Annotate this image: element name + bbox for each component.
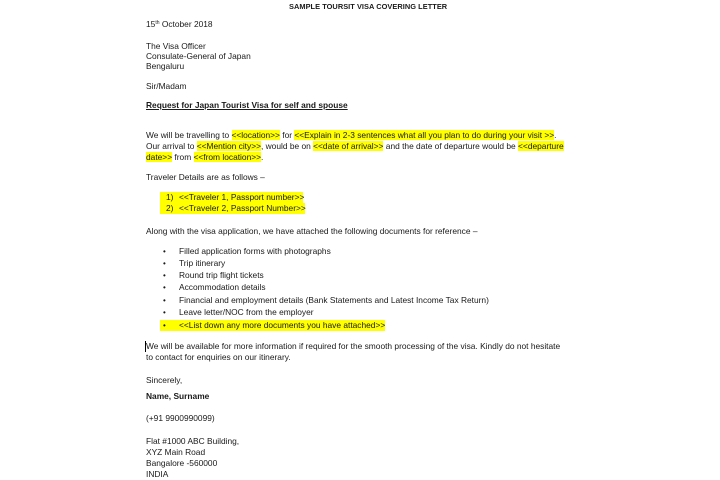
bullet-icon: •: [163, 283, 166, 292]
placeholder-traveler-1: <<Traveler 1, Passport number>>: [179, 192, 305, 202]
placeholder-from-location: <<from location>>: [193, 152, 262, 162]
placeholder-arrival-date: <<date of arrival>>: [313, 141, 384, 151]
traveler-item: [0, 203, 720, 214]
address-line-2: XYZ Main Road: [146, 447, 206, 457]
traveler-number: 2): [166, 203, 174, 213]
traveler-number: 1): [166, 192, 174, 202]
closing-line-1: We will be available for more information if required for the smooth processing of the visa. Kindly do not hesitate: [146, 341, 561, 351]
bullet-icon: •: [163, 271, 166, 280]
placeholder-plan: <<Explain in 2-3 sentences what all you plan to do during your visit >>: [294, 130, 555, 140]
intro-line-1: We will be travelling to <<location>> for <<Explain in 2-3 sentences what all you plan to do during your visit >>.: [146, 130, 557, 140]
placeholder-more-documents: <<List down any more documents you have attached>>: [179, 320, 386, 330]
recipient-line-1: The Visa Officer: [146, 41, 206, 51]
document-item: [0, 320, 720, 331]
letter-title: SAMPLE TOURSIT VISA COVERING LETTER: [289, 2, 448, 11]
letter-page: SAMPLE TOURSIT VISA COVERING LETTER 15th October 2018 The Visa Officer Consulate-General of Japan Bengaluru Sir/Madam Request for Japan Tourist Visa for self and spouse We will be travelling to <<location>> for <<Explain in 2-3 sentences what all you plan to do during your visit >>. Our arrival to <<Mention city>>, would be on <<date of arrival>> and the date of departure would be <<departure date>> from <<from location>>. Traveler Details are as follows – 1) <<Traveler 1, Passport number>> 2) <<Traveler 2, Passport Number>> Along with the visa application, we have attached the following documents for reference – • Filled application forms with photographs • Trip itinerary • Round trip flight tickets • Accommodation details • Financial and employment details (Bank Statements and Latest Income Tax Return) • Leave letter/NOC from the employer • <<List down any more documents you have attached>> We will be available for more information if required for the smooth processing of the visa. Kindly do not hesitate to contact for enquiries on our itinerary. Sincerely, Name, Surname (+91 9900990099) Flat #1000 ABC Building, XYZ Main Road Bangalore -560000 INDIA: [0, 0, 720, 480]
phone-number: (+91 9900990099): [146, 413, 215, 423]
signoff: Sincerely,: [146, 375, 183, 385]
traveler-heading: Traveler Details are as follows –: [146, 172, 265, 182]
closing-line-2: to contact for enquiries on our itinerary.: [146, 352, 291, 362]
subject-line: Request for Japan Tourist Visa for self and spouse: [146, 100, 348, 110]
placeholder-departure-date-cont: date>>: [146, 152, 173, 162]
recipient-line-3: Bengaluru: [146, 61, 185, 71]
placeholder-location: <<location>>: [231, 130, 280, 140]
placeholder-city: <<Mention city>>: [196, 141, 261, 151]
intro-line-2: Our arrival to <<Mention city>>, would be on <<date of arrival>> and the date of departure would be <<departure: [146, 141, 564, 151]
signer-name: Name, Surname: [146, 391, 210, 401]
address-line-1: Flat #1000 ABC Building,: [146, 436, 240, 446]
intro-line-3: date>> from <<from location>>.: [146, 152, 264, 162]
bullet-icon: •: [163, 308, 166, 317]
letter-date: 15th October 2018: [146, 19, 213, 29]
salutation: Sir/Madam: [146, 81, 187, 91]
address-line-4: INDIA: [146, 469, 169, 479]
bullet-icon: •: [163, 296, 166, 305]
traveler-item: [0, 192, 720, 203]
bullet-icon: •: [163, 259, 166, 268]
recipient-line-2: Consulate-General of Japan: [146, 51, 251, 61]
bullet-icon: •: [163, 247, 166, 256]
bullet-icon: •: [163, 321, 166, 330]
address-line-3: Bangalore -560000: [146, 458, 218, 468]
placeholder-traveler-2: <<Traveler 2, Passport Number>>: [179, 203, 306, 213]
placeholder-departure-date: <<departure: [518, 141, 564, 151]
documents-intro: Along with the visa application, we have attached the following documents for reference –: [146, 226, 478, 236]
